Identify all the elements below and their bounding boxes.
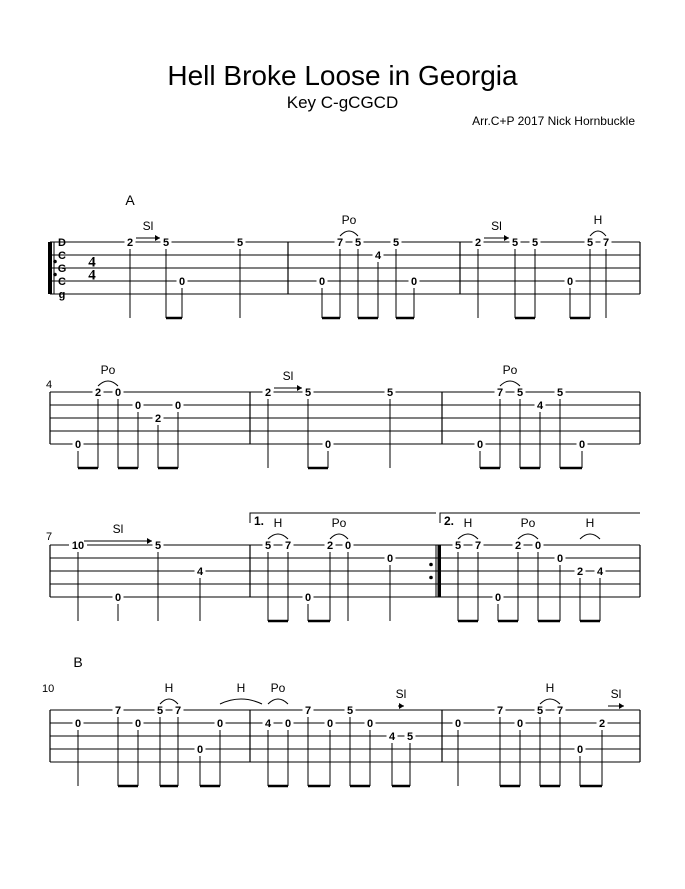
fret-number: 7 [174, 705, 182, 717]
technique-label: Po [270, 681, 286, 695]
technique-label: Po [502, 363, 518, 377]
fret-number: 0 [386, 553, 394, 565]
fret-number: 0 [114, 592, 122, 604]
slide-arrowhead [297, 385, 302, 391]
fret-number: 7 [114, 705, 122, 717]
fret-number: 5 [392, 237, 400, 249]
fret-number: 7 [496, 705, 504, 717]
fret-number: 0 [454, 718, 462, 730]
technique-label: H [236, 681, 246, 695]
fret-number: 5 [346, 705, 354, 717]
fret-number: 2 [514, 540, 522, 552]
tuning-label: g [58, 289, 66, 301]
slide-arrowhead [399, 703, 404, 709]
technique-label: H [463, 516, 473, 530]
technique-label: H [545, 681, 555, 695]
fret-number: 5 [354, 237, 362, 249]
fret-number: 4 [388, 731, 396, 743]
technique-label: Po [520, 516, 536, 530]
technique-arc [540, 699, 560, 704]
fret-number: 5 [154, 540, 162, 552]
fret-number: 10 [71, 540, 85, 552]
measure-number: 10 [42, 683, 55, 695]
technique-arc [500, 381, 520, 386]
fret-number: 2 [126, 237, 134, 249]
slide-arrowhead [619, 703, 624, 709]
slide-arrowhead [504, 235, 509, 241]
fret-number: 0 [74, 439, 82, 451]
time-signature-top: 4 [88, 254, 96, 271]
fret-number: 0 [284, 718, 292, 730]
fret-number: 7 [496, 387, 504, 399]
fret-number: 5 [586, 237, 594, 249]
fret-number: 0 [344, 540, 352, 552]
fret-number: 2 [264, 387, 272, 399]
technique-arc [330, 534, 348, 539]
technique-label: H [164, 681, 174, 695]
fret-number: 5 [162, 237, 170, 249]
tuning-label: C [58, 276, 66, 288]
fret-number: 0 [566, 276, 574, 288]
fret-number: 0 [366, 718, 374, 730]
technique-label: Po [331, 516, 347, 530]
fret-number: 2 [326, 540, 334, 552]
technique-label: H [585, 516, 595, 530]
technique-label: Sl [395, 687, 407, 701]
section-label: B [73, 654, 83, 670]
technique-label: Sl [142, 219, 154, 233]
technique-label: Sl [610, 687, 622, 701]
fret-number: 2 [576, 566, 584, 578]
fret-number: 0 [178, 276, 186, 288]
fret-number: 0 [576, 744, 584, 756]
fret-number: 0 [516, 718, 524, 730]
fret-number: 0 [578, 439, 586, 451]
fret-number: 4 [536, 400, 544, 412]
fret-number: 0 [494, 592, 502, 604]
technique-label: Sl [112, 522, 124, 536]
measure-number: 4 [46, 379, 53, 391]
fret-number: 0 [74, 718, 82, 730]
time-signature-bottom: 4 [88, 267, 96, 284]
song-title: Hell Broke Loose in Georgia [167, 60, 518, 91]
fret-number: 0 [304, 592, 312, 604]
technique-arc [98, 381, 118, 386]
technique-arc [590, 231, 606, 236]
technique-label: Sl [282, 369, 294, 383]
slide-arrowhead [155, 235, 160, 241]
fret-number: 0 [326, 718, 334, 730]
technique-label: Sl [491, 219, 502, 233]
fret-number: 5 [304, 387, 312, 399]
technique-arc [518, 534, 538, 539]
fret-number: 5 [511, 237, 519, 249]
technique-label: H [273, 516, 283, 530]
tuning-subtitle: Key C-gCGCD [286, 93, 399, 112]
fret-number: 5 [556, 387, 564, 399]
fret-number: 5 [454, 540, 462, 552]
technique-arc [268, 699, 288, 704]
technique-arc [220, 699, 262, 704]
fret-number: 0 [114, 387, 122, 399]
fret-number: 2 [598, 718, 606, 730]
technique-arc [160, 699, 178, 704]
repeat-thick-bar [438, 545, 442, 597]
fret-number: 2 [474, 237, 482, 249]
fret-number: 5 [156, 705, 164, 717]
fret-number: 7 [284, 540, 292, 552]
fret-number: 0 [134, 400, 142, 412]
technique-arc [340, 231, 358, 236]
fret-number: 5 [536, 705, 544, 717]
repeat-dot [53, 260, 57, 264]
tuning-label: G [57, 263, 67, 275]
fret-number: 4 [264, 718, 272, 730]
fret-number: 2 [154, 413, 162, 425]
arranger-credit: Arr.C+P 2017 Nick Hornbuckle [472, 114, 635, 128]
fret-number: 7 [304, 705, 312, 717]
slide-arrowhead [147, 538, 152, 544]
tuning-label: D [58, 237, 66, 249]
fret-number: 0 [324, 439, 332, 451]
fret-number: 0 [410, 276, 418, 288]
fret-number: 2 [94, 387, 102, 399]
fret-number: 7 [336, 237, 344, 249]
fret-number: 0 [174, 400, 182, 412]
fret-number: 0 [476, 439, 484, 451]
volta-label: 1. [254, 514, 265, 528]
fret-number: 7 [474, 540, 482, 552]
technique-arc [580, 534, 600, 539]
tuning-label: C [58, 250, 66, 262]
technique-arc [268, 534, 288, 539]
section-label: A [125, 192, 135, 208]
fret-number: 5 [516, 387, 524, 399]
repeat-dot [429, 563, 433, 567]
fret-number: 0 [318, 276, 326, 288]
fret-number: 4 [196, 566, 204, 578]
fret-number: 0 [534, 540, 542, 552]
fret-number: 5 [264, 540, 272, 552]
fret-number: 0 [556, 553, 564, 565]
fret-number: 5 [406, 731, 414, 743]
fret-number: 0 [196, 744, 204, 756]
technique-arc [458, 534, 478, 539]
repeat-thick-bar [48, 242, 52, 294]
fret-number: 0 [134, 718, 142, 730]
fret-number: 4 [596, 566, 604, 578]
measure-number: 7 [46, 531, 53, 543]
technique-label: Po [341, 213, 357, 227]
fret-number: 7 [602, 237, 610, 249]
fret-number: 5 [236, 237, 244, 249]
repeat-dot [53, 273, 57, 277]
technique-label: H [593, 213, 603, 227]
repeat-dot [429, 576, 433, 580]
technique-label: Po [100, 363, 116, 377]
fret-number: 0 [216, 718, 224, 730]
fret-number: 4 [374, 250, 382, 262]
fret-number: 5 [531, 237, 539, 249]
fret-number: 7 [556, 705, 564, 717]
fret-number: 5 [386, 387, 394, 399]
volta-label: 2. [444, 514, 455, 528]
